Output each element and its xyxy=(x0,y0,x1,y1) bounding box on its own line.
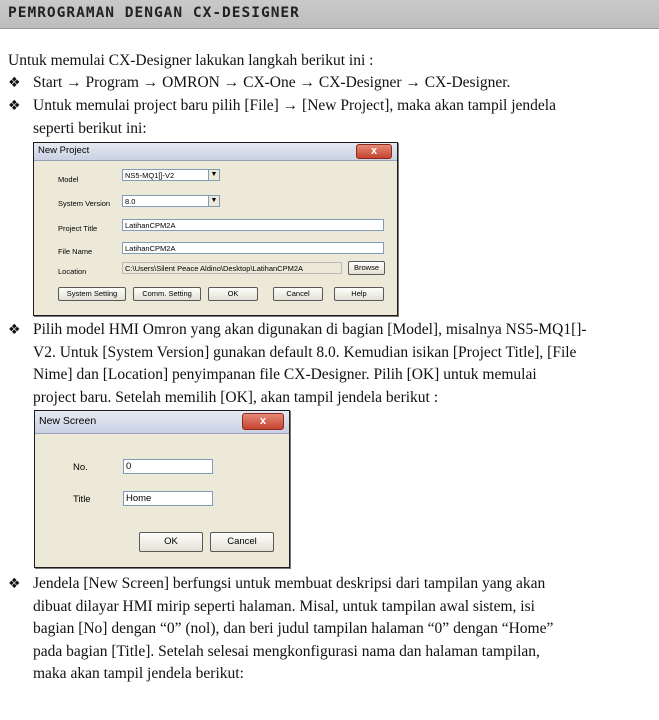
dialog-title-bar xyxy=(35,411,289,434)
diamond-bullet-icon: ❖ xyxy=(8,576,21,592)
bullet-text-line: dibuat dilayar HMI mirip seperti halaman. Misal, untuk tampilan awal sistem, isi xyxy=(33,597,535,615)
intro-text: Untuk memulai CX-Designer lakukan langkah berikut ini : xyxy=(8,52,374,69)
bullet-text-line: Nime] dan [Location] penyimpanan file CX-Designer. Pilih [OK] untuk memulai xyxy=(33,366,537,384)
bullet-text-line: Untuk memulai project baru pilih [File] → [New Project], maka akan tampil jendela xyxy=(33,97,556,114)
comm-setting-button[interactable]: Comm. Setting xyxy=(133,287,201,301)
diamond-bullet-icon: ❖ xyxy=(8,75,21,91)
bullet-text-line: pada bagian [Title]. Setelah selesai mengkonfigurasi nama dan halaman tampilan, xyxy=(33,642,540,660)
dialog-title: New Screen xyxy=(39,415,97,427)
close-button[interactable]: x xyxy=(242,413,284,430)
no-label: No. xyxy=(73,462,88,473)
bullet-text-line: Jendela [New Screen] berfungsi untuk membuat deskripsi dari tampilan yang akan xyxy=(33,575,546,592)
diamond-bullet-icon: ❖ xyxy=(8,98,21,114)
chevron-down-icon[interactable]: ▼ xyxy=(208,196,219,206)
close-button[interactable]: x xyxy=(356,144,392,159)
bullet-text-line: bagian [No] dengan “0” (nol), dan beri judul tampilan halaman “0” dengan “Home” xyxy=(33,620,554,638)
chevron-down-icon[interactable]: ▼ xyxy=(208,170,219,180)
model-label: Model xyxy=(58,175,79,184)
file-name-label: File Name xyxy=(58,247,93,256)
project-title-input[interactable]: LatihanCPM2A xyxy=(122,219,384,231)
location-label: Location xyxy=(58,267,87,276)
title-input[interactable]: Home xyxy=(123,491,213,506)
section-header xyxy=(0,0,659,29)
dialog-title-bar xyxy=(34,143,397,161)
model-value: NS5-MQ1[]-V2 xyxy=(125,171,175,180)
bullet-text: Start → Program → OMRON → CX-One → CX-Designer → CX-Designer. xyxy=(33,74,511,91)
bullet-text-line: project baru. Setelah memilih [OK], akan tampil jendela berikut : xyxy=(33,388,439,406)
no-input[interactable]: 0 xyxy=(123,459,213,474)
ok-button[interactable]: OK xyxy=(208,287,258,301)
model-select[interactable] xyxy=(122,169,220,181)
help-button[interactable]: Help xyxy=(334,287,384,301)
system-version-label: System Version xyxy=(58,199,111,208)
bullet-text-line: Pilih model HMI Omron yang akan digunakan di bagian [Model], misalnya NS5-MQ1[]- xyxy=(33,321,587,338)
section-title: PEMROGRAMAN DENGAN CX-DESIGNER xyxy=(8,5,300,21)
location-input[interactable]: C:\Users\Silent Peace Aldino\Desktop\LatihanCPM2A xyxy=(122,262,342,274)
project-title-label: Project Title xyxy=(58,224,98,233)
new-project-dialog xyxy=(33,142,398,316)
system-version-select[interactable] xyxy=(122,195,220,207)
bullet-text-line: seperti berikut ini: xyxy=(33,119,147,137)
browse-button[interactable]: Browse xyxy=(348,261,385,275)
cancel-button[interactable]: Cancel xyxy=(210,532,274,552)
bullet-text-line: V2. Untuk [System Version] gunakan default 8.0. Kemudian isikan [Project Title], [File xyxy=(33,343,577,361)
system-version-value: 8.0 xyxy=(125,197,136,206)
file-name-input[interactable]: LatihanCPM2A xyxy=(122,242,384,254)
dialog-title: New Project xyxy=(38,145,90,156)
ok-button[interactable]: OK xyxy=(139,532,203,552)
title-label: Title xyxy=(73,494,91,505)
diamond-bullet-icon: ❖ xyxy=(8,322,21,338)
system-setting-button[interactable]: System Setting xyxy=(58,287,126,301)
bullet-text-line: maka akan tampil jendela berikut: xyxy=(33,665,244,683)
cancel-button[interactable]: Cancel xyxy=(273,287,323,301)
new-screen-dialog xyxy=(34,410,290,568)
